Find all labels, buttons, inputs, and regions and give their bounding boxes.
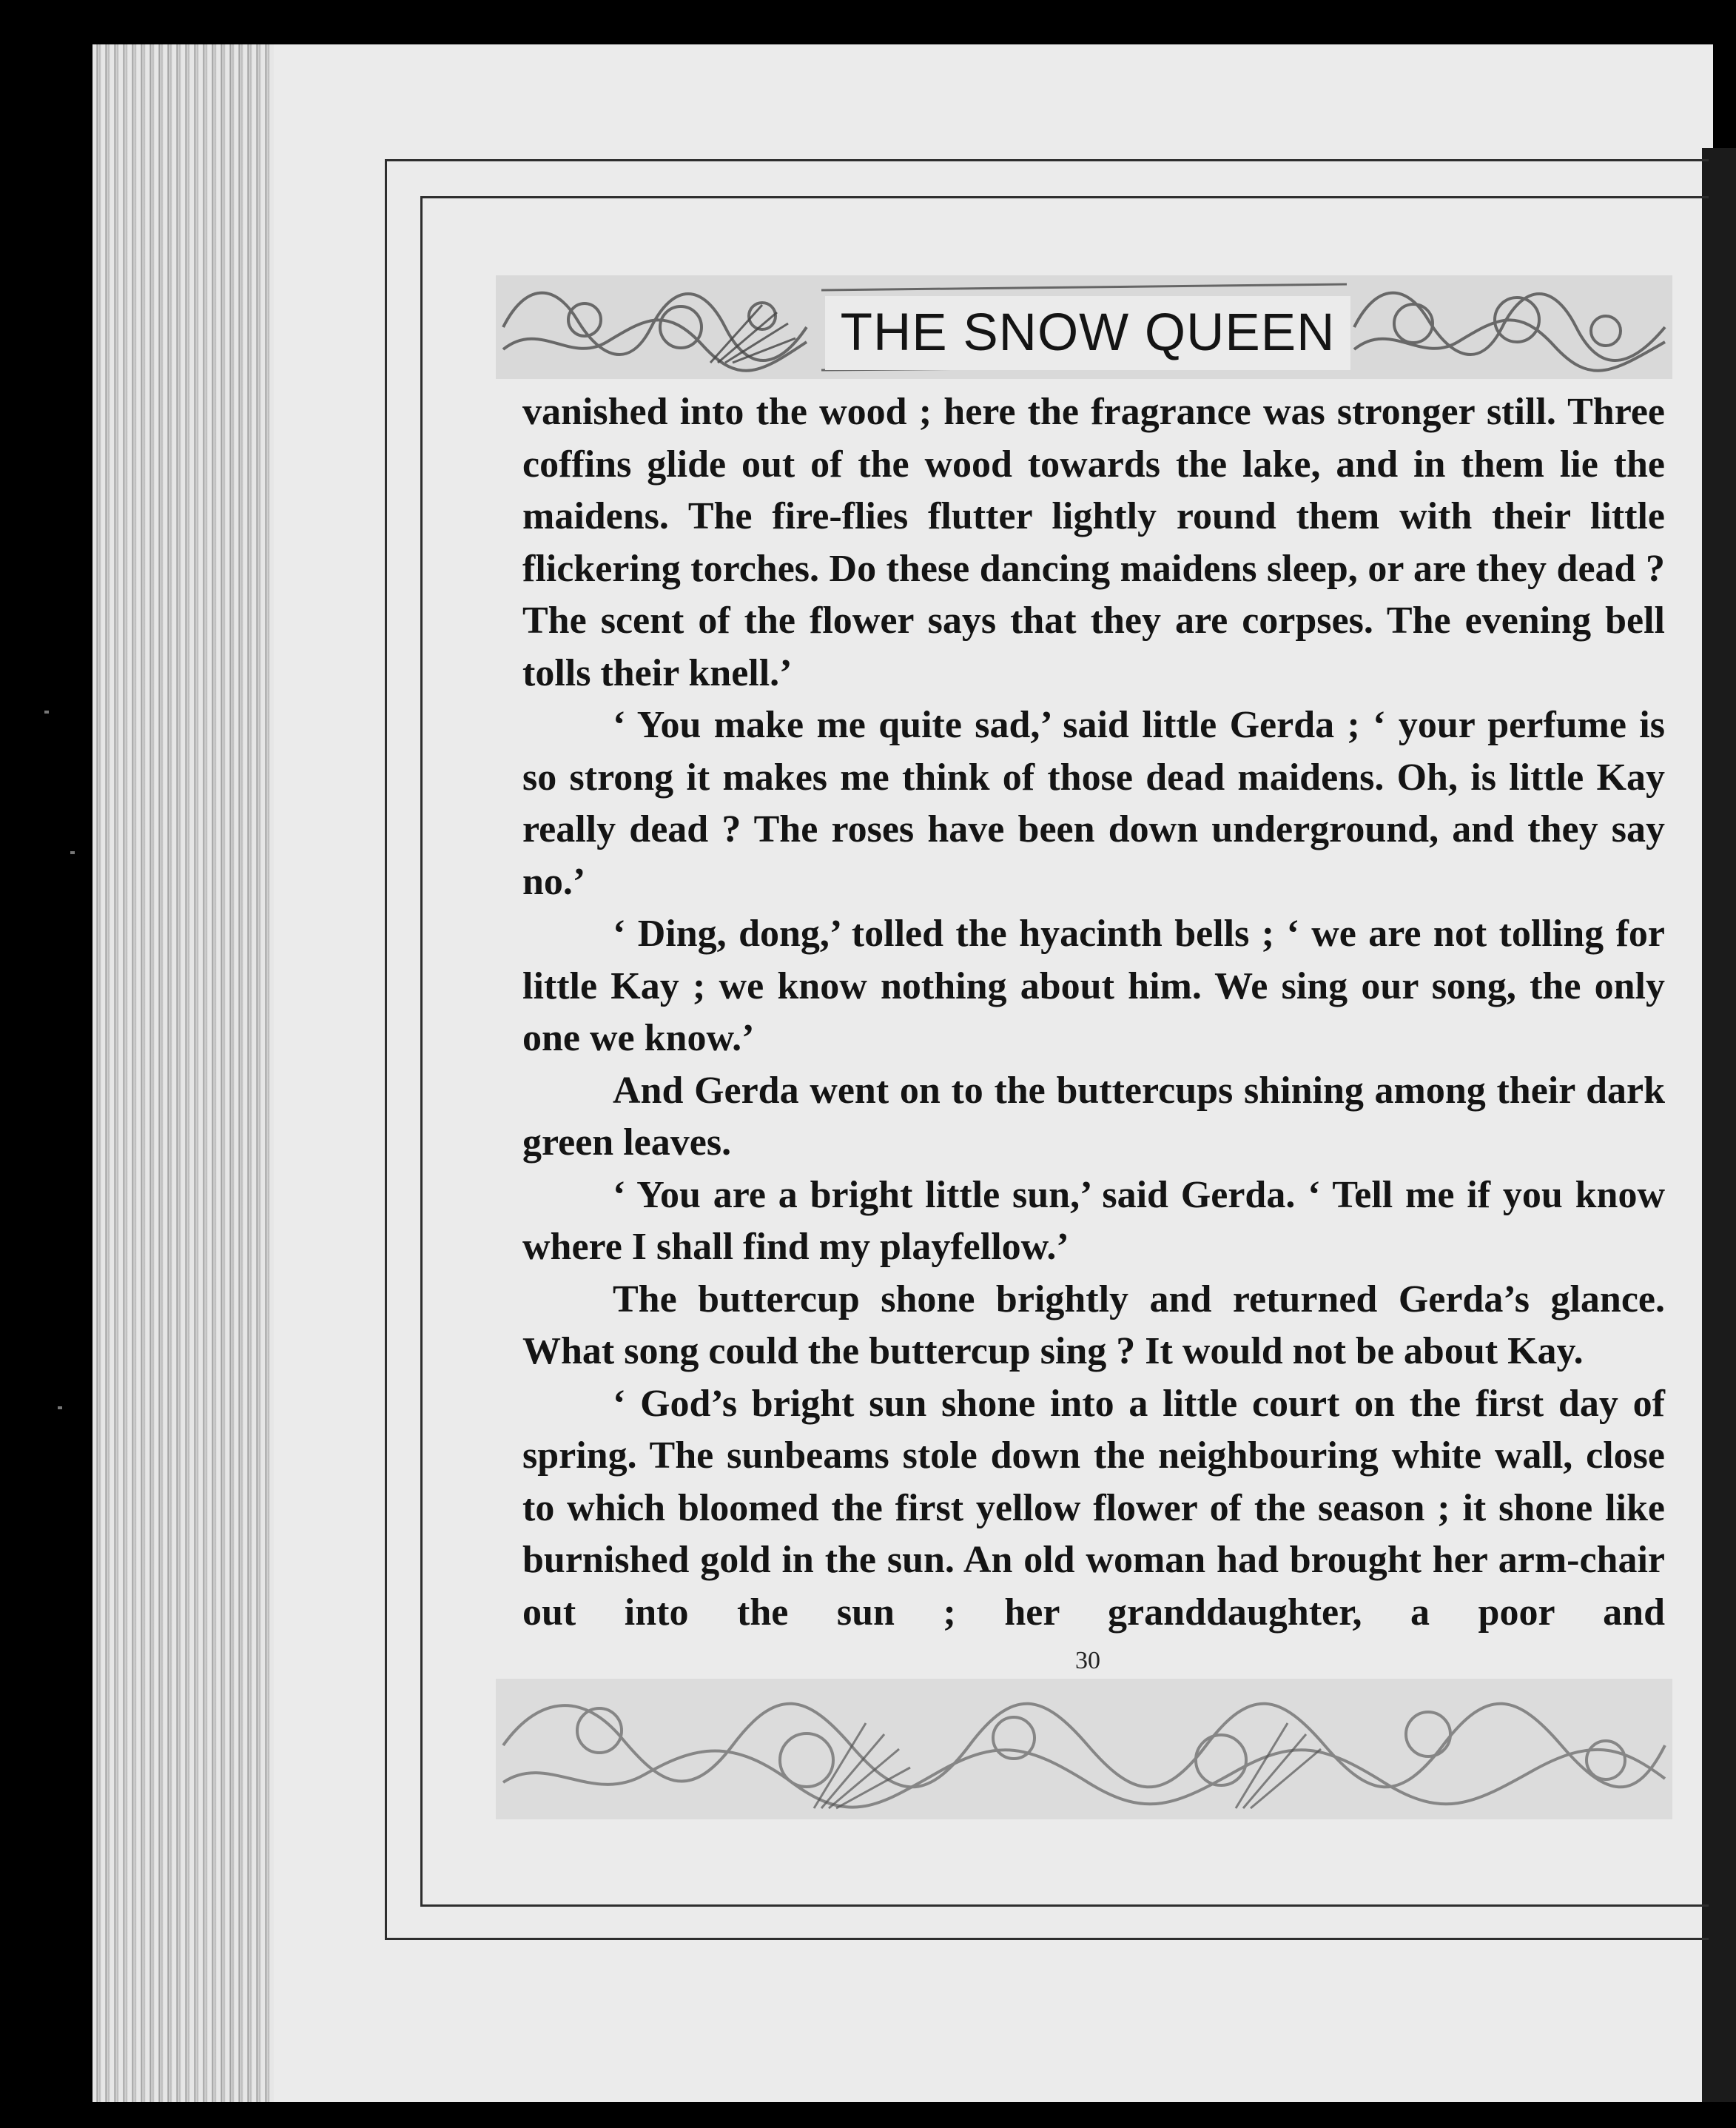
- footer-ornament-band: [496, 1679, 1672, 1819]
- paragraph: ‘ You make me quite sad,’ said little Gerda ; ‘ your perfume is so strong it makes me think of those dead maidens. Oh, is little Kay really dead ? The roses have been down underground, and they say no.’: [522, 704, 1665, 903]
- paragraph: ‘ Ding, dong,’ tolled the hyacinth bells ; ‘ we are not tolling for little Kay ; we know nothing about him. We sing our song, the only one we know.’: [522, 913, 1665, 1059]
- body-text: [522, 386, 1665, 1639]
- running-title: THE SNOW QUEEN: [825, 296, 1350, 370]
- paragraph: ‘ You are a bright little sun,’ said Gerda. ‘ Tell me if you know where I shall find my playfellow.’: [522, 1173, 1665, 1268]
- scan-speck: [70, 851, 75, 854]
- paragraph: The buttercup shone brightly and returned Gerda’s glance. What song could the buttercup sing ? It would not be about Kay.: [522, 1278, 1665, 1372]
- page-number: 30: [1075, 1647, 1100, 1674]
- scan-speck: [58, 1406, 62, 1409]
- scan-speck: [44, 711, 49, 714]
- paragraph: And Gerda went on to the buttercups shining among their dark green leaves.: [522, 1069, 1665, 1164]
- paragraph: vanished into the wood ; here the fragrance was stronger still. Three coffins glide out of the wood towards the lake, and in them lie the maidens. The fire-flies flutter lightly round them with their little flickering torches. Do these dancing maidens sleep, or are they dead ? The scent of the flower says that they are corpses. The evening bell tolls their knell.’: [522, 391, 1665, 694]
- paragraph: ‘ God’s bright sun shone into a little court on the first day of spring. The sunbeams stole down the neighbouring white wall, close to which bloomed the first yellow flower of the season ; it shone like burnished gold in the sun. An old woman had brought her arm-chair out into the sun ; her granddaughter, a poor and: [522, 1382, 1665, 1634]
- page-edge-stack: [92, 44, 277, 2102]
